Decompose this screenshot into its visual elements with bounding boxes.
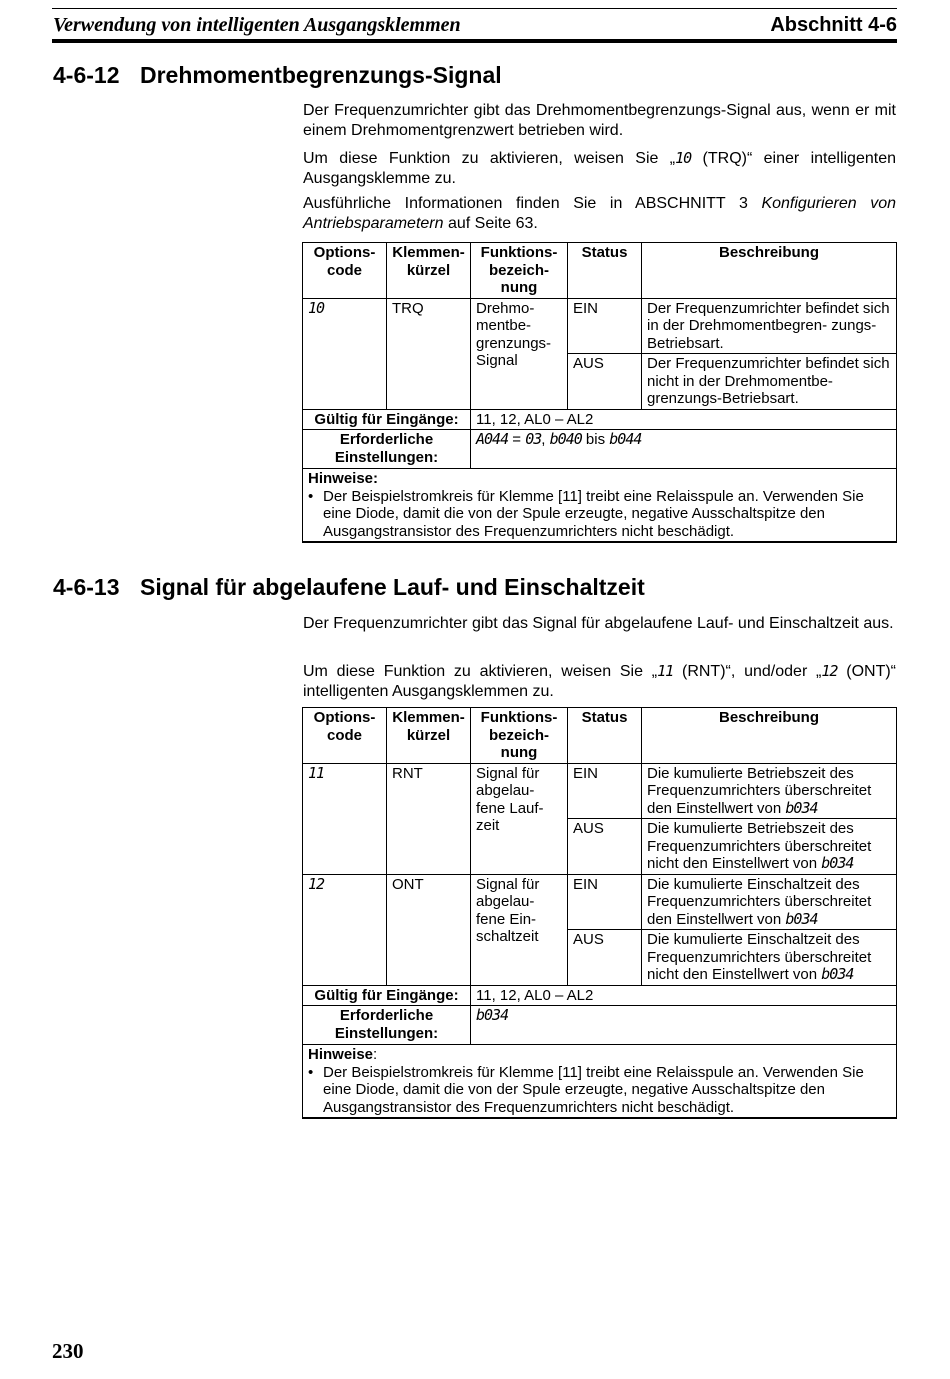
status-on: EIN [568,763,642,819]
segment-code: 12 [308,874,325,893]
col-header-abbr: Klemmen- kürzel [387,708,471,764]
valid-inputs-label: Gültig für Eingänge: [303,409,471,430]
required-settings-value [471,430,897,469]
page-number: 230 [52,1339,84,1363]
col-header-status: Status [568,708,642,764]
required-settings-label: Erforderliche Einstellungen: [303,430,471,469]
col-header-func: Funktions- bezeich- nung [471,243,568,299]
function-table-rnt-ont [302,707,897,1119]
col-header-status: Status [568,243,642,299]
segment-code: b034 [821,965,854,983]
section-heading-4-6-12 [53,62,502,89]
table-row [303,763,897,819]
text: auf Seite 63. [443,215,538,232]
notes-cell [303,1045,897,1119]
notes-label: Hinweise: [308,470,379,487]
section-heading-4-6-13 [53,574,645,601]
notes-label [308,1046,891,1064]
status-off: AUS [568,354,642,410]
notes-row [303,469,897,543]
description-on [642,763,897,819]
text: (ONT)“ intelligenten Ausgangsklemmen zu. [303,663,897,700]
function-name: Drehmo- mentbe- grenzungs- Signal [471,298,568,409]
description-off [642,930,897,986]
notes-row [303,1045,897,1119]
paragraph [303,148,896,189]
status-off: AUS [568,819,642,875]
text: , [541,431,550,448]
segment-code: 10 [675,149,692,167]
segment-code: b034 [785,909,818,928]
text: Hinweise [308,1046,374,1063]
required-settings-label: Erforderliche Einstellungen: [303,1006,471,1045]
note-item [308,1064,891,1117]
page-header [52,8,897,39]
segment-code: 03 [525,430,542,448]
italic-reference: Konfigurieren von Antriebsparametern [303,195,896,232]
bullet-icon: • [308,487,314,505]
segment-code: b034 [785,798,818,817]
segment-code: 12 [821,662,838,680]
section-title: Drehmomentbegrenzungs-Signal [140,62,502,88]
paragraph: Der Frequenzumrichter gibt das Signal für abgelaufene Lauf- und Einschaltzeit aus. [303,615,894,632]
segment-code: 11 [657,662,674,680]
col-header-desc: Beschreibung [642,708,897,764]
text: (TRQ)“ einer intelligenten Ausgangsklemme zu. [303,150,896,187]
text: Die kumulierte Betriebszeit des Frequenzumrichters überschreitet den Einstellwert von [647,764,872,817]
text: : [373,1046,378,1063]
terminal-abbr: ONT [387,874,471,985]
col-header-code: Options- code [303,708,387,764]
table-header-row [303,243,897,299]
option-code [303,763,387,874]
segment-code: b040 [549,430,582,448]
valid-inputs-label: Gültig für Eingänge: [303,985,471,1006]
paragraph: Der Frequenzumrichter gibt das Drehmomentbegrenzungs-Signal aus, wenn er mit einem Drehmomentgrenzwert betrieben wird. [303,102,896,139]
paragraph [303,661,896,702]
section-number: 4-6-12 [53,62,120,88]
section-title: Signal für abgelaufene Lauf- und Einschaltzeit [140,574,645,600]
status-on: EIN [568,874,642,930]
note-item [308,488,891,541]
segment-code: A044 [476,430,509,448]
terminal-abbr: TRQ [387,298,471,409]
segment-code: b034 [821,854,854,872]
note-text: Der Beispielstromkreis für Klemme [11] treibt eine Relaisspule an. Verwenden Sie eine Diode, damit die von der Spule erzeugte, negative Ausschaltspitze den Ausgangstransistor des Frequenzumrichters nicht beschädigt. [323,487,864,540]
segment-code: b044 [609,430,642,448]
required-settings-value [471,1006,897,1045]
note-text: Der Beispielstromkreis für Klemme [11] treibt eine Relaisspule an. Verwenden Sie eine Diode, damit die von der Spule erzeugte, negative Ausschaltspitze den Ausgangstransistor des Frequenzumrichters nicht beschädigt. [323,1063,864,1116]
section-label: Abschnitt 4-6 [770,14,897,36]
header-rule [52,39,897,43]
text: Die kumulierte Einschaltzeit des Frequenzumrichters überschreitet den Einstellwert von [647,875,872,928]
paragraph [303,194,896,234]
segment-code: 11 [308,763,325,782]
valid-inputs-row [303,985,897,1006]
text: Um diese Funktion zu aktivieren, weisen Sie „ [303,663,658,680]
option-code [303,874,387,985]
function-name: Signal für abgelau- fene Ein- schaltzeit [471,874,568,985]
table-header-row [303,708,897,764]
description-on [642,874,897,930]
table-row [303,874,897,930]
text: = [508,431,526,448]
text: Um diese Funktion zu aktivieren, weisen Sie „ [303,150,676,167]
text: bis [581,431,610,448]
status-on: EIN [568,298,642,354]
col-header-desc: Beschreibung [642,243,897,299]
text: Die kumulierte Betriebszeit des Frequenzumrichters überschreitet nicht den Einstellwert von [647,820,872,872]
description-on: Der Frequenzumrichter befindet sich in der Drehmomentbegren- zungs-Betriebsart. [642,298,897,354]
col-header-func: Funktions- bezeich- nung [471,708,568,764]
section-number: 4-6-13 [53,574,120,600]
valid-inputs-value: 11, 12, AL0 – AL2 [471,409,897,430]
function-table-trq [302,242,897,543]
description-off [642,819,897,875]
col-header-code: Options- code [303,243,387,299]
table-row [303,298,897,354]
valid-inputs-row [303,409,897,430]
bullet-icon: • [308,1063,314,1081]
status-off: AUS [568,930,642,986]
required-settings-row [303,1006,897,1045]
segment-code: 10 [308,298,325,317]
segment-code: b034 [476,1006,509,1024]
valid-inputs-value: 11, 12, AL0 – AL2 [471,985,897,1006]
notes-cell [303,469,897,543]
text: (RNT)“, und/oder „ [673,663,822,680]
text: Ausführliche Informationen finden Sie in ABSCHNITT 3 [303,195,762,212]
required-settings-row [303,430,897,469]
terminal-abbr: RNT [387,763,471,874]
col-header-abbr: Klemmen- kürzel [387,243,471,299]
description-off: Der Frequenzumrichter befindet sich nicht in der Drehmomentbe- grenzungs-Betriebsart. [642,354,897,410]
option-code [303,298,387,409]
text: Die kumulierte Einschaltzeit des Frequenzumrichters überschreitet nicht den Einstellwert von [647,931,872,983]
running-title: Verwendung von intelligenten Ausgangsklemmen [53,14,461,36]
function-name: Signal für abgelau- fene Lauf- zeit [471,763,568,874]
